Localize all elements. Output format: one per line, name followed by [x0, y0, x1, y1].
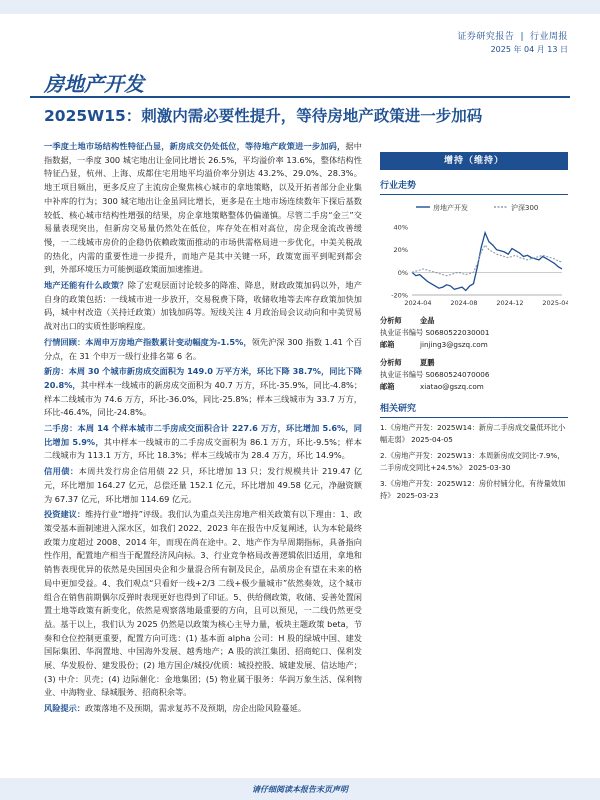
- x-tick-label: 2024-04: [404, 299, 432, 307]
- para-lead: 行情回顾：本周申万房地产指数累计变动幅度为-1.5%，: [44, 336, 252, 347]
- page-header: [0, 0, 600, 54]
- report-date: 2025 年 04 月 13 日: [490, 45, 568, 54]
- series-line: [412, 245, 562, 276]
- related-item[interactable]: [380, 478, 568, 502]
- para-lead: 二手房：本周 14 个样本城市二手房成交面积合计 227.6 万方，环比增加 5.6%，同比增加 5.9%，: [44, 423, 362, 447]
- x-tick-label: 2024-12: [496, 299, 524, 307]
- related-item[interactable]: [380, 450, 568, 474]
- analyst-email-row: [380, 339, 568, 351]
- y-tick-label: 0%: [397, 268, 408, 277]
- related-title: 相关研究: [380, 401, 568, 418]
- sidebar: [380, 152, 568, 502]
- analyst-role: 分析师: [380, 316, 402, 325]
- analyst-cert-row: [380, 327, 568, 339]
- para-risk: [44, 702, 362, 716]
- trend-chart-svg: [380, 199, 568, 309]
- para-credit-bonds: [44, 465, 362, 506]
- para-second-hand: [44, 422, 362, 463]
- related-text: 1.《房地产开发：2025W14：新房二手房成交量低环比小幅走弱》: [380, 423, 566, 444]
- x-tick-label: 2024-08: [450, 299, 478, 307]
- analyst-role: 分析师: [380, 358, 402, 367]
- para-new-homes: [44, 365, 362, 420]
- para-text: 本周共发行房企信用债 22 只，环比增加 13 只；发行规模共计 219.47 亿元，环比增加 164.27 亿元，总偿还量 152.1 亿元，环比增加 49.58 亿元，净融资额为 67.37 亿元，环比增加 114.69 亿元。: [44, 466, 362, 504]
- para-text: 除了宏观层面讨论较多的降准、降息，财政政策加码以外，地产自身的政策包括：一线城市进一步放开，交易税费下降，收储收地等去库存政策加快加码，城中村改造（关持迁政策）加钱加码等。短线关注 4 月政治局会议动向和中美贸易战对出口的实质性影响程度。: [44, 280, 362, 332]
- cert-label: 执业证书编号: [380, 328, 424, 337]
- y-tick-label: 40%: [393, 223, 408, 232]
- para-investment-advice: [44, 508, 362, 700]
- cert-label: 执业证书编号: [380, 370, 424, 379]
- para-text: 领先沪深 300 指数 1.41 个百分点，在 31 个申万一级行业排名第 6 名。: [44, 336, 362, 361]
- footer-disclaimer: 请仔细阅读本报告末页声明: [252, 785, 348, 794]
- cert-number: S0680524070006: [425, 370, 490, 379]
- email-label: 邮箱: [380, 340, 395, 349]
- main-body: [44, 140, 362, 718]
- related-text: 2.《房地产开发：2025W13：本周新房成交同比-7.9%，二手房成交同比+24.5%》: [380, 451, 565, 472]
- report-type: 证券研究报告: [457, 32, 515, 42]
- related-item[interactable]: [380, 422, 568, 446]
- y-tick-label: 20%: [393, 246, 408, 255]
- analyst-row: [380, 315, 568, 327]
- y-tick-label: -20%: [391, 291, 408, 300]
- related-date: 2025-04-05: [411, 435, 453, 444]
- legend-label: 沪深300: [511, 204, 539, 212]
- related-date: 2025-03-30: [468, 463, 511, 472]
- trend-chart: [380, 199, 568, 309]
- para-lead: 新房：本周 30 个城市新房成交面积为 149.0 万平方米，环比下降 38.7%，同比下降 20.8%，: [44, 366, 362, 390]
- analyst-email[interactable]: xiatao@gszq.com: [420, 382, 484, 391]
- rating-badge: 增持（维持）: [380, 152, 568, 170]
- para-market-review: [44, 336, 362, 363]
- analyst-row: [380, 357, 568, 369]
- para-lead: 投资建议：: [44, 509, 86, 520]
- trend-title: 行业走势: [380, 178, 568, 195]
- header-separator: |: [520, 32, 524, 42]
- related-list: [380, 422, 568, 502]
- email-label: 邮箱: [380, 382, 395, 391]
- industry-name: 房地产开发: [44, 72, 144, 96]
- para-lead: 一季度土地市场结构性特征凸显，新房成交仍处低位，等待地产政策进一步加码，: [44, 141, 346, 151]
- para-text: 据中指数据，一季度 300 城宅地出让金同比增长 26.5%，平均溢价率 13.6%，整体结构性特征凸显，杭州、上海、成都住宅用地平均溢价率分别达 43.2%、29.0%、28.3%。地王项目频出，更多反应了主流房企聚焦核心城市的拿地策略，以及开拓者部分企业集中补库的行为；300 城宅地出让金虽同比增长，更多是在土地市场连续数年下探后基数较低、核心城市结构性增强的结果，房企拿地策略整体仍偏谨慎。尽管二手房“金三”交易量表现突出，但新房交易量仍然处在低位，库存处在相对高位，房企现金流改善缓慢，一二线城市房价的企稳仍依赖政策面推动的市场供需格局进一步优化，中美关税战的热化，内需的重要性进一步提升，而地产是其中关键一环，政策宽面平到呢到都会到，外部环境压力可能倒逼政策面加速推进。: [44, 141, 362, 275]
- para-text: 政策落地不及预期，需求复苏不及预期，房企出险风险蔓延。: [84, 703, 307, 714]
- para-text: 其中样本一线城市的新房成交面积为 40.7 万方，环比-35.9%，同比-4.8%；样本二线城市为 74.6 万方，环比-36.0%，同比-25.8%；样本三线城市为 33.7 万方，环比-46.4%，同比-24.8%。: [44, 379, 363, 418]
- cert-number: S0680522030001: [425, 328, 490, 337]
- x-tick-label: 2025-04: [542, 299, 568, 307]
- title-rule: [30, 96, 570, 98]
- related-text: 3.《房地产开发：2025W12：房价村铺分化，有待量效加持》: [380, 479, 566, 500]
- analyst-name: 夏鹏: [420, 358, 435, 367]
- related-date: 2025-03-23: [396, 491, 439, 500]
- header-band: [0, 0, 600, 14]
- para-lead: 地产还能有什么政策？: [44, 280, 128, 291]
- legend-label: 房地产开发: [433, 204, 468, 212]
- series-line: [412, 233, 562, 291]
- para-policy: [44, 279, 362, 334]
- para-land-market: [44, 140, 362, 277]
- analyst-cert-row: [380, 369, 568, 381]
- page-footer: [0, 778, 600, 800]
- para-text: 维持行业“增持”评级。我们认为重点关注房地产相关政策有以下理由：1、政策受基本面制速进入深水区，如我们 2022、2023 年在报告中反复阐述，认为本轮最终政策力度超过 2008、2014 年，而现在尚在途中。2、地产作为早周期指标，具备指向性作用，配置地产相当于配置经济风向标。3、行业竞争格局改善逻辑依旧适用，拿地和销售表现优异的依然是央国国央企和少量混合所有制及民企，品质房企有望在未来的格局中更加受益。4、我们观点“只看好一线+2/3 二线+极少量城市”依然奏效，这个城市组合在销售前期偶尔反弹时表现更好也得到了印证。5、供给侧政策，收储、妥善处置闲置土地等政策有新变化，依然是观察落地最重要的方向，且可以预见，一二线仍然更受益。基于以上，我们认为 2025 仍然是以政策为核心主导力量，板块主题政策 beta，节奏和仓位控制更重要，配置方向可选：(1) 基本面 alpha 公司：H 股的绿城中国、建发国际集团、华润置地、中国海外发展、越秀地产；A 股的滨江集团、招商蛇口、保利发展、华发股份、建发股份；(2) 地方国企/城投/优质：城投控股、城建发展、信达地产；(3) 中介：贝壳；(4) 边际催化：金地集团；(5) 物业属于服务：华润万象生活、保利物业、中海物业、绿城服务、招商积余等。: [44, 509, 362, 698]
- report-title: 2025W15：刺激内需必要性提升，等待房地产政策进一步加码: [44, 107, 483, 125]
- header-labels: [457, 29, 568, 42]
- para-lead: 风险提示：: [44, 703, 85, 714]
- report-category: 行业周报: [529, 32, 568, 42]
- analyst-name: 金晶: [420, 316, 435, 325]
- analyst-email[interactable]: jinjing3@gszq.com: [420, 340, 488, 349]
- para-text: 其中样本一线城市的二手房成交面积为 86.1 万方，环比-9.5%；样本二线城市为 113.1 万方，环比 18.3%；样本三线城市为 28.4 万方，环比 14.9%。: [44, 436, 362, 461]
- para-lead: 信用债：: [44, 466, 79, 477]
- analyst-block: [380, 315, 568, 393]
- analyst-email-row: [380, 381, 568, 393]
